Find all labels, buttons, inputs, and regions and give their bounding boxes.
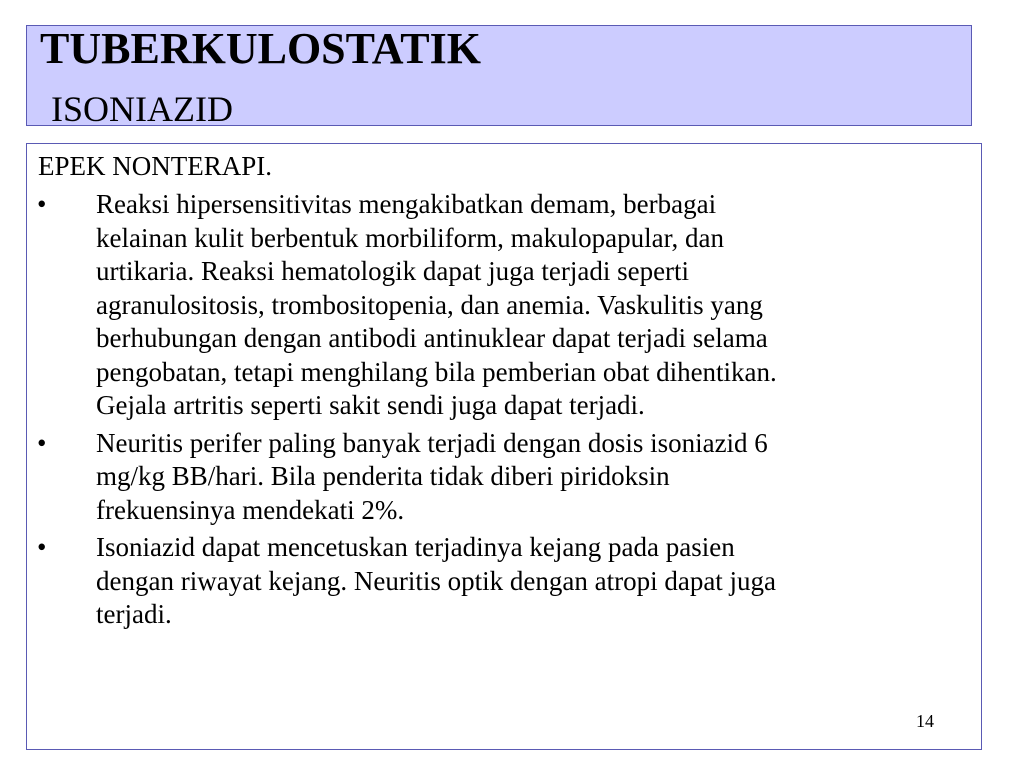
bullet-list <box>27 188 981 636</box>
slide-title: TUBERKULOSTATIK <box>40 24 481 73</box>
bullet-marker: • <box>37 427 47 458</box>
bullet-item <box>27 188 981 423</box>
bullet-item <box>27 427 981 528</box>
title-box <box>26 24 972 129</box>
bullet-text: Neuritis perifer paling banyak terjadi dengan dosis isoniazid 6 mg/kg BB/hari. Bila penderita tidak diberi piridoksin frekuensinya mendekati 2%. <box>96 427 768 525</box>
content-box <box>26 143 982 750</box>
page-number: 14 <box>916 711 934 731</box>
bullet-marker: • <box>37 189 47 219</box>
bullet-item <box>27 531 981 632</box>
section-heading: EPEK NONTERAPI. <box>38 151 272 181</box>
bullet-text: Isoniazid dapat mencetuskan terjadinya kejang pada pasien dengan riwayat kejang. Neuritis optik dengan atropi dapat juga terjadi. <box>96 532 777 629</box>
bullet-marker: • <box>37 532 47 562</box>
bullet-text: Reaksi hipersensitivitas mengakibatkan demam, berbagai kelainan kulit berbentuk morbiliform, makulopapular, dan urtikaria. Reaksi hematologik dapat juga terjadi seperti agranulositosis, trombositopenia, dan anemia. Vaskulitis yang berhubungan dengan antibodi antinuklear dapat terjadi selama pengobatan, tetapi menghilang bila pemberian obat dihentikan. Gejala artritis seperti sakit sendi juga dapat terjadi. <box>96 189 777 420</box>
slide-subtitle: ISONIAZID <box>51 89 233 129</box>
